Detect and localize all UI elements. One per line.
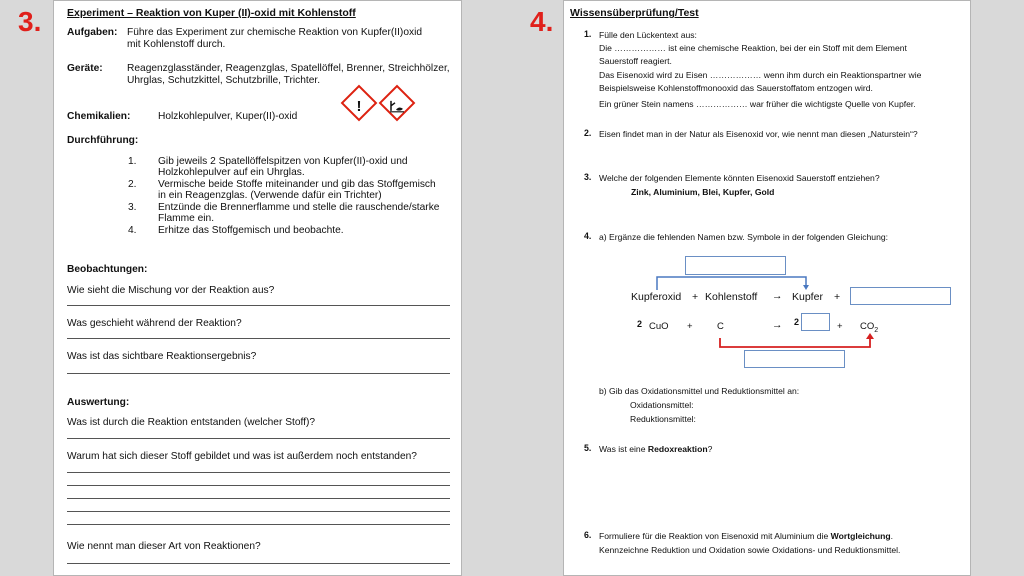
worksheet-experiment	[53, 0, 462, 576]
answer-line[interactable]	[67, 563, 450, 564]
step-line: Gib jeweils 2 Spatellöffelspitzen von Kupfer(II)-oxid und	[158, 156, 408, 167]
step-line: Entzünde die Brennerflamme und stelle die rauschende/starke	[158, 202, 440, 213]
q4b-oxidationsmittel: Oxidationsmittel:	[630, 400, 694, 410]
worksheet-test	[563, 0, 971, 576]
eq-sym-coef: 2	[637, 319, 643, 329]
question-number: 3.	[584, 172, 592, 182]
q4b-reduktionsmittel: Reduktionsmittel:	[630, 414, 696, 424]
answer-line[interactable]	[67, 438, 450, 439]
step-line: Flamme ein.	[158, 213, 215, 224]
q2-text: Eisen findet man in der Natur als Eisenoxid vor, wie nennt man diesen „Naturstein“?	[599, 129, 918, 139]
answer-line[interactable]	[67, 472, 450, 473]
question-number: 5.	[584, 443, 592, 453]
q3-options: Zink, Aluminium, Blei, Kupfer, Gold	[631, 187, 775, 197]
aufgaben-label: Aufgaben:	[67, 27, 118, 38]
question-number: 4.	[584, 231, 592, 241]
eq-word-kupfer: Kupfer	[792, 291, 823, 303]
step-line: Vermische beide Stoffe miteinander und gib das Stoffgemisch	[158, 179, 436, 190]
answer-line[interactable]	[67, 373, 450, 374]
answer-line[interactable]	[67, 511, 450, 512]
beobachtungen-label: Beobachtungen:	[67, 264, 148, 275]
blank-box-symbol[interactable]	[801, 313, 830, 331]
eq-sym-co2: $CO_2$	[860, 321, 879, 334]
step-number: 1.	[128, 156, 137, 167]
blank-box-word-product[interactable]	[850, 287, 951, 305]
auswertung-question-2: Warum hat sich dieser Stoff gebildet und was ist außerdem noch entstanden?	[67, 451, 417, 462]
aufgaben-text-2: mit Kohlenstoff durch.	[127, 39, 226, 50]
eq-sym-coef: 2	[794, 317, 800, 327]
step-line: Erhitze das Stoffgemisch und beobachte.	[158, 225, 344, 236]
step-line: in ein Reagenzglas. (Verwende dafür ein Trichter)	[158, 190, 382, 201]
slide-number-3: 3.	[18, 6, 42, 37]
auswertung-label: Auswertung:	[67, 397, 130, 408]
q5-text: Was ist eine Redoxreaktion?	[599, 444, 713, 454]
eq-word-kupferoxid: Kupferoxid	[631, 291, 682, 303]
eq-word-plus: +	[834, 291, 841, 303]
q1-line: Beispielsweise Kohlenstoffmonooxid das Sauerstoffatom entzogen wird.	[599, 83, 873, 93]
durchfuehrung-label: Durchführung:	[67, 135, 139, 146]
geraete-label: Geräte:	[67, 63, 103, 74]
eq-sym-cuo: CuO	[649, 321, 669, 332]
q1-line: Ein grüner Stein namens ……………… war früher die wichtigste Quelle von Kupfer.	[599, 99, 916, 109]
beobachtung-question-2: Was geschieht während der Reaktion?	[67, 318, 242, 329]
answer-line[interactable]	[67, 305, 450, 306]
auswertung-question-1: Was ist durch die Reaktion entstanden (welcher Stoff)?	[67, 417, 316, 428]
q4b-text: b) Gib das Oxidationsmittel und Reduktionsmittel an:	[599, 386, 800, 396]
step-number: 2.	[128, 179, 137, 190]
q3-text: Welche der folgenden Elemente könnten Eisenoxid Sauerstoff entziehen?	[599, 173, 880, 183]
beobachtung-question-1: Wie sieht die Mischung vor der Reaktion aus?	[67, 285, 275, 296]
worksheet-title: Experiment – Reaktion von Kuper (II)-oxid mit Kohlenstoff	[67, 7, 356, 19]
eq-sym-plus: +	[687, 321, 693, 332]
eq-sym-arrow: →	[772, 319, 783, 331]
chemikalien-label: Chemikalien:	[67, 111, 131, 122]
exclamation-hazard-icon: !	[341, 85, 378, 122]
step-number: 3.	[128, 202, 137, 213]
slide-number-4: 4.	[530, 6, 554, 37]
environment-hazard-icon	[379, 85, 416, 122]
answer-line[interactable]	[67, 485, 450, 486]
question-number: 2.	[584, 128, 592, 138]
answer-line[interactable]	[67, 338, 450, 339]
q1-line: Das Eisenoxid wird zu Eisen ……………… wenn ihm durch ein Reaktionspartner wie	[599, 70, 922, 80]
q6-text-line-1: Formuliere für die Reaktion von Eisenoxid mit Aluminium die Wortgleichung.	[599, 531, 894, 541]
test-title: Wissensüberprüfung/Test	[570, 7, 699, 19]
q1-line: Die ……………… ist eine chemische Reaktion, bei der ein Stoff mit dem Element	[599, 43, 907, 53]
geraete-text-1: Reagenzglasständer, Reagenzglas, Spatellöffel, Brenner, Streichhölzer,	[127, 63, 450, 74]
aufgaben-text-1: Führe das Experiment zur chemische Reaktion von Kupfer(II)oxid	[127, 27, 423, 38]
answer-line[interactable]	[67, 524, 450, 525]
question-number: 6.	[584, 530, 592, 540]
eq-sym-plus: +	[837, 321, 843, 332]
answer-line[interactable]	[67, 498, 450, 499]
chemikalien-text: Holzkohlepulver, Kuper(II)-oxid	[158, 111, 298, 122]
q4-text: a) Ergänze die fehlenden Namen bzw. Symbole in der folgenden Gleichung:	[599, 232, 889, 242]
step-number: 4.	[128, 225, 137, 236]
eq-word-kohlenstoff: Kohlenstoff	[705, 291, 758, 303]
beobachtung-question-3: Was ist das sichtbare Reaktionsergebnis?	[67, 351, 257, 362]
step-line: Holzkohlepulver auf ein Uhrglas.	[158, 167, 305, 178]
blank-box-bottom[interactable]	[744, 350, 845, 368]
geraete-text-2: Uhrglas, Schutzkittel, Schutzbrille, Trichter.	[127, 75, 321, 86]
q6-text-line-2: Kennzeichne Reduktion und Oxidation sowie Oxidations- und Reduktionsmittel.	[599, 545, 901, 555]
question-number: 1.	[584, 29, 592, 39]
eq-word-plus: +	[692, 291, 699, 303]
eq-word-arrow: →	[772, 290, 783, 302]
auswertung-question-3: Wie nennt man dieser Art von Reaktionen?	[67, 541, 261, 552]
eq-sym-c: C	[717, 321, 724, 332]
q1-title: Fülle den Lückentext aus:	[599, 30, 697, 40]
q1-line: Sauerstoff reagiert.	[599, 56, 672, 66]
